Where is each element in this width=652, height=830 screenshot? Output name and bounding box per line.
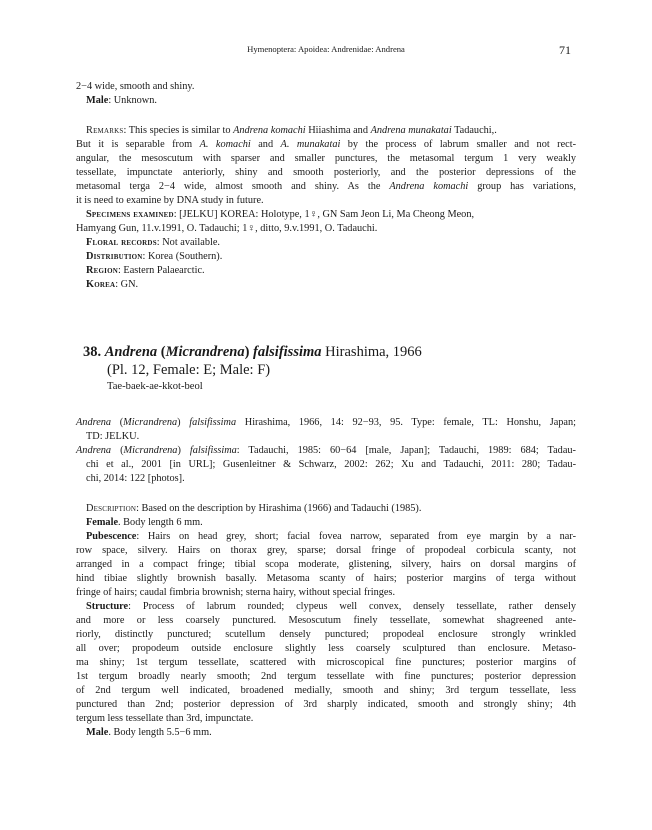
plate-reference: (Pl. 12, Female: E; Male: F) — [107, 362, 271, 378]
region-label: Region — [86, 265, 118, 276]
male-line: Male: Unknown. — [86, 95, 157, 106]
description-line: Description: Based on the description by Hirashima (1966) and Tadauchi (1985). — [86, 503, 422, 514]
structure-line-7: of 2nd tergum well indicated, broadened medially, smooth and shiny; 3rd tergum tessellate, less — [76, 685, 576, 696]
floral-line: Floral records: Not available. — [86, 237, 220, 248]
male-description-label: Male — [86, 727, 109, 738]
running-header: Hymenoptera: Apoidea: Andrenidae: Andrena — [247, 44, 405, 54]
remarks-line-4: tessellate, impunctate anteriorly, shiny and smooth posteriorly, and the posterior depressions of the — [76, 167, 576, 178]
body-line: 2−4 wide, smooth and shiny. — [76, 81, 195, 92]
pubescence-label: Pubescence — [86, 531, 137, 542]
male-description-line: Male. Body length 5.5−6 mm. — [86, 727, 212, 738]
species-heading: 38. Andrena (Micrandrena) falsifissima Hirashima, 1966 — [83, 344, 422, 360]
structure-line-9: tergum less tessellate than 3rd, impunctate. — [76, 713, 254, 724]
remarks-label: Remarks — [86, 125, 124, 136]
page-number: 71 — [559, 43, 571, 57]
korea-label: Korea — [86, 279, 116, 290]
synonym-entry-1: Andrena (Micrandrena) falsifissima Hirashima, 1966, 14: 92−93, 95. Type: female, TL: Honshu, Japan; — [76, 417, 576, 428]
distribution-line: Distribution: Korea (Southern). — [86, 251, 223, 262]
remarks-line-3: angular, the mesoscutum with sparser and smaller punctures, the metasomal tergum 1 very weakly — [76, 153, 576, 164]
structure-line-1: Structure: Process of labrum rounded; clypeus well convex, densely tessellate, rather densely — [86, 601, 576, 612]
structure-line-2: and more or less coarsely punctured. Mesoscutum finely tessellate, somewhat shagreened ante- — [76, 615, 576, 626]
korean-common-name: Tae-baek-ae-kkot-beol — [107, 381, 203, 392]
remarks-line-2: But it is separable from A. komachi and A. munakatai by the process of labrum smaller and not rect- — [76, 139, 577, 150]
male-label: Male — [86, 95, 109, 106]
pubescence-line-3: arranged in a compact fringe; tibial scopa moderate, glistening, silvery, hairs on dorsal margins of — [76, 559, 576, 570]
female-line: Female. Body length 6 mm. — [86, 517, 203, 528]
pubescence-line-2: row space, silvery. Hairs on thorax grey, sparse; dorsal fringe of propodeal corbicula scanty, not — [76, 545, 576, 556]
synonym-entry-2: Andrena (Micrandrena) falsifissima: Tadauchi, 1985: 60−64 [male, Japan]; Tadauchi, 1989: 684; Tadau- — [76, 445, 576, 456]
specimens-label: Specimens examined — [86, 209, 174, 220]
structure-line-8: punctured than 2nd; posterior depression of 3rd sharply indicated, smooth and strongly shiny; 4th — [76, 699, 576, 710]
distribution-label: Distribution — [86, 251, 143, 262]
synonym-entry-2-line-3: chi, 2014: 122 [photos]. — [86, 473, 185, 484]
specimens-line-2: Hamyang Gun, 11.v.1991, O. Tadauchi; 1♀, ditto, 9.v.1991, O. Tadauchi. — [76, 223, 378, 234]
remarks-line-6: it is need to examine by DNA study in future. — [76, 195, 264, 206]
pubescence-line-5: fringe of hairs; caudal fimbria brownish; sterna hairy, without special fringes. — [76, 587, 396, 598]
synonym-entry-2-line-2: chi et al., 2001 [in URL]; Gusenleitner & Schwarz, 2002: 262; Xu and Tadauchi, 2011: 280; Tadau- — [86, 459, 576, 470]
floral-label: Floral records — [86, 237, 157, 248]
structure-line-3: riorly, distinctly punctured; scutellum densely punctured; propodeal enclosure strongly wrinkled — [76, 629, 576, 640]
structure-line-4: all over; propodeum outside enclosure slightly less coarsely sculptured than enclosure. Metaso- — [76, 643, 576, 654]
structure-line-6: 1st tergum broadly nearly smooth; 2nd tergum tessellate with fine punctures; posterior depression — [76, 671, 576, 682]
region-line: Region: Eastern Palaearctic. — [86, 265, 205, 276]
structure-line-5: ma shiny; 1st tergum tessellate, scattered with microscopical fine punctures; posterior margins of — [76, 657, 576, 668]
female-label: Female — [86, 517, 119, 528]
specimens-line-1: Specimens examined: [JELKU] KOREA: Holotype, 1♀, GN Sam Jeon Li, Ma Cheong Meon, — [86, 209, 475, 220]
korea-line: Korea: GN. — [86, 279, 139, 290]
remarks-line-1: Remarks: This species is similar to Andrena komachi Hiiashima and Andrena munakatai Tadauchi,. — [86, 125, 497, 136]
remarks-line-5: metasomal terga 2−4 wide, almost smooth and shiny. As the Andrena komachi group has variations, — [76, 181, 576, 192]
structure-label: Structure — [86, 601, 129, 612]
pubescence-line-4: hind tibiae slightly brownish basally. Metasoma scanty of hairs; posterior margins of terga without — [76, 573, 576, 584]
description-label: Description — [86, 503, 137, 514]
synonym-entry-1-line-2: TD: JELKU. — [86, 431, 140, 442]
pubescence-line-1: Pubescence: Hairs on head grey, short; facial fovea narrow, separated from eye margin by a nar- — [86, 531, 576, 542]
